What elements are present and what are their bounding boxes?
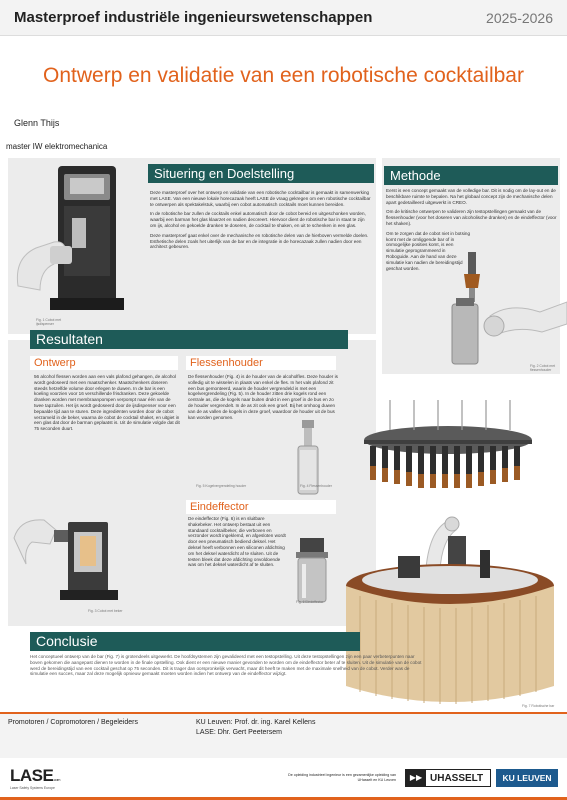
eindeffector-text: De eindeffector (Fig. 6) is en sluitbare shakebeker. Het ontwerp bestaat uit een standaard cocktailbeker, die verboven en verzonder wordt ingeklemd, en afgesloten wordt door een pneumatisch bediend deksel. Het deksel heeft verbonnen een siliconen afdichting om het deksel waterdicht af te sluiten. Uit de testen bleek dat deze afdichting onvoldoende was om het deksel waterdicht af te sluiten. (188, 516, 286, 568)
uhasselt-logo (405, 769, 491, 787)
fig5-caption: Fig. 5 Kogelvergrendeling houder (196, 484, 247, 488)
poster-title: Ontwerp en validatie van een robotische cocktailbar (43, 64, 524, 87)
uhasselt-name: UHASSELT (430, 772, 484, 784)
study-program: master IW elektromechanica (6, 142, 108, 151)
header-bar (0, 0, 567, 36)
lase-tagline: Laser Safety Systems Europe (10, 786, 55, 790)
situering-paragraph: Deze masterproef gaat enkel over de mechanische en robotische delen van de hierboven vermelde doelen. Esthetische delen zoals het uiterlijk van de bar en de integratie in de horecazaak zullen nadien door een architect gebeuren. (150, 232, 369, 250)
ice-dispenser-illustration (10, 158, 150, 330)
fig2-caption: Fig. 2 Cobot met flessenhouder (530, 364, 556, 372)
fig3-caption: Fig. 3 Cobot met beker (88, 609, 123, 613)
promotor-lase: LASE: Dhr. Gert Peetersem (196, 728, 282, 736)
flessenhouder-text: De flessenhouder (Fig. 4) is de houder van de alcoholfles. Deze houder is volledig uit te wisselen in plaats van enkel de fles. In het vals plafond zit een bus gemonteerd, waarin de houder vergrendeld is met een kogelvergrendeling (Fig. 5). In de houder zitten drie kogels rond een centrale as, die de kogels naar buiten drukt in een groef in de bus en zo de houder vergrendelt. In de as zit ook een groef. Bij het omhoog duwen van de as vallen de kogels in deze groef, waardoor de houder uit de bus kan worden genomen. (188, 374, 338, 420)
promotor-kuleuven: KU Leuven: Prof. dr. ing. Karel Kellens (196, 719, 316, 726)
methode-paragraph: Om de kritische ontwerpen te valideren zijn testopstellingen gemaakt van de flessenhouder (voor het doseren van alcoholische dranken) en de eindeffector (voor het shaken). (386, 209, 557, 226)
promotoren-label: Promotoren / Copromotoren / Begeleiders (8, 719, 138, 726)
resultaten-heading: Resultaten (30, 330, 348, 349)
ontwerp-heading: Ontwerp (30, 356, 178, 370)
conclusie-heading: Conclusie (30, 632, 360, 651)
cobot-beker-illustration (10, 504, 130, 616)
fig1-caption: Fig. 1 Cobot met ijsdispenser (36, 318, 62, 326)
header-title: Masterproef industriële ingenieurswetenschappen (14, 9, 373, 26)
situering-paragraph: Deze masterproef over het ontwerp en validatie van een robotische cocktailbar is gemaakt in samenwerking met LASE. Van een nieuwe lokale horecazaak heeft LASE de vraag gekregen om een robotische cocktailbar te ontwerpen als spektakelstuk, waarbij een cobot automatisch cocktails moet kunnen bereiden. (150, 190, 371, 207)
fig4-caption: Fig. 4 Flessenhouder (300, 484, 332, 488)
eindeffector-heading: Eindeffector (186, 500, 336, 514)
author-name: Glenn Thijs (14, 118, 60, 128)
situering-heading: Situering en Doelstelling (148, 164, 374, 183)
uhasselt-arrows-icon: ▶▶ (406, 770, 426, 786)
eindeffector-illustration (288, 536, 336, 608)
methode-heading: Methode (384, 166, 558, 185)
promotoren-values (196, 718, 315, 737)
academic-year: 2025-2026 (486, 10, 553, 26)
conclusie-text: Het conceptueel ontwerp van de bar (Fig. 7) is grotendeels uitgewerkt. De hoofdsystemen zijn gevalideerd met een testopstelling. Uit deze testopstellingen zijn een paar verbeterpunten naar boven gekomen die aangepast dienen te worden in de finale opstelling. Ook dient er een nieuwe manier gevonden te worden om de eindeffector beter af te sluiten. Uit de simulatie van de cobot werd de bereidingstijd van een cocktail geschat op 75 seconden. Dit is trager dan oorspronkelijk verwacht, maar dit heeft te maken met de maximale snelheid van de cobot. Verder was de simulatie een succes, maar zal deze mogelijk opnieuw gemaakt moeten worden indien het ontwerp van de eindeffector wijzigt. (30, 654, 422, 677)
kuleuven-logo: KU LEUVEN (496, 769, 558, 787)
cobot-flessenhouder-illustration (430, 252, 567, 370)
lase-logo-text: LASE (10, 766, 54, 785)
fig6-caption: Fig. 6 Eindeffector (296, 600, 324, 604)
lase-logo (10, 766, 60, 786)
ontwerp-text: 56 alcohol flessen worden aan een vals plafond gehangen, de alcohol wordt gedoseerd met een maatschenker. Maatschenkers doseren steeds hetzelfde volume door erlegen te duwen. In de bar is een koeling voorzien voor 16 verschillende frisdranken. Deze gekoelde dranken worden met membraanpompen verpompt naar één van de twee tapzuilen. Het ijs wordt gedoseerd door de ijsdispenser voor een bepaalde tijd aan te sturen. Deze ingrediënten worden door de cobot verzameld in de beker, waarna de cobot de cocktail shaket, en uitgiet in een glas dat door de barman geplaatst is. Uit de simulatie volgde dat dit 75 seconden duurt. (34, 374, 180, 432)
situering-paragraph: In de robotische bar zullen de cocktails enkel automatisch door de cobot bereid en uitgeschonken worden, waarbij een barman het glas klaarzet en nadien decoreert. Hiervoor dient de robotische bar in staat te zijn om ijs, alcohol en gekoelde dranken te doseren, de cocktail te shaken, en uit te schenken in een glas. (150, 211, 366, 228)
fig7-caption: Fig. 7 Robotische bar (522, 704, 555, 708)
flessenhouder-heading: Flessenhouder (186, 356, 336, 370)
situering-text (150, 190, 372, 254)
methode-paragraph: Eerst is een concept gemaakt van de volledige bar. Dit is nodig om de lay-out en de beschikbare ruimte te bepalen. Na het globaal concept zijn de mechanische delen apart gedetailleerd uitgewerkt in CREO. (386, 188, 556, 205)
methode-paragraph: Om te zorgen dat de cobot niet in botsing komt met de omliggende bar of in onmogelijke posities komt, is een simulatie geprogrammeerd in Roboguide. Aan de hand van deze simulatie kan nadien de bereidingstijd geschat worden. (386, 230, 471, 271)
lase-logo-suffix: .com (53, 777, 61, 782)
footer-note: De opleiding industrieel ingenieur is een gezamenlijke opleiding van UHasselt en KU Leuven (288, 773, 396, 782)
